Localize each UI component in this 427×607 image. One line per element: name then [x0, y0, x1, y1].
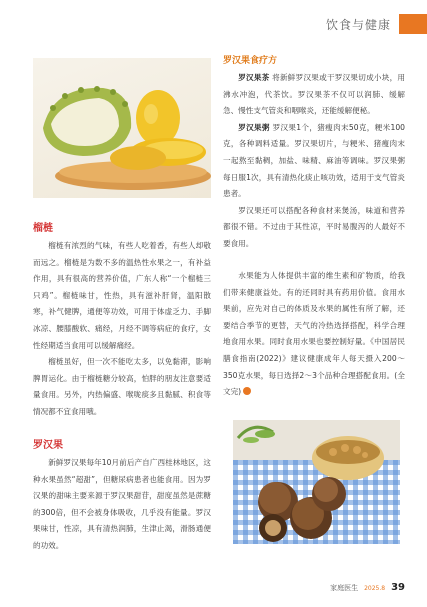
closing-paragraph: 水果能为人体提供丰富的维生素和矿物质，给我们带来健康益处。有的还同时具有药用价值。食用水果前，应先对自己的体质及水果的属性有所了解，还要结合季节的更替，天气的冷热选择搭配，科学合理地食用水果。同时食用水果也要控制好量。《中国居民膳食指南(2022)》建议健康成年人每天摄入200～350克水果，每日选择2～3个品种合理搭配食用。(全文完) — [223, 271, 405, 397]
luohan-paragraph-1: 新鲜罗汉果每年10月前后产自广西桂林地区，这种水果虽然“超甜”，但糖尿病患者也能食用。因为罗汉果的甜味主要来源于罗汉果甜苷，甜度虽然是蔗糖的300倍，但不会被身体吸收，几乎没有能量。罗汉果味甘，性凉，具有清热润肺，生津止渴，滑肠通便的功效。 — [33, 458, 211, 550]
durian-photo — [33, 58, 211, 198]
durian-illustration — [33, 58, 211, 198]
tea-recipe — [223, 70, 405, 120]
tea-name: 罗汉果茶 — [238, 73, 270, 82]
magazine-name: 家庭医生 — [330, 584, 359, 592]
recipes-heading: 罗汉果食疗方 — [223, 56, 278, 66]
porridge-recipe — [223, 120, 405, 203]
tea-text: 将新鲜罗汉果或干罗汉果切成小块，用沸水冲泡，代茶饮。罗汉果茶不仅可以润肺、缓解急、慢性支气管炎和咽喉炎，还能缓解便秘。 — [223, 73, 405, 116]
recipes-text — [223, 70, 405, 253]
section-title: 饮食与健康 — [325, 17, 391, 32]
luohan-heading: 罗汉果 — [33, 440, 63, 451]
durian-text — [33, 238, 211, 421]
page-number: 39 — [391, 582, 405, 593]
luohan-note: 罗汉果还可以搭配各种食材来煲汤，味道和营养都很不错。不过由于其性凉，平时易腹泻的人最好不要食用。 — [223, 205, 405, 248]
issue-date: 2025.8 — [364, 585, 386, 592]
durian-paragraph-2: 榴梿虽好，但一次不能吃太多，以免黏滞，影响脾胃运化。由于榴梿糖分较高，怕胖的朋友注意要适量食用。另外，内热偏盛、喉咙痰多且黏腻、积食等情况都不宜食用哦。 — [33, 357, 211, 416]
luohan-illustration — [233, 420, 400, 544]
section-header — [326, 13, 427, 35]
durian-paragraph-1: 榴梿有浓烈的气味，有些人吃着香，有些人却敬而远之。榴梿是为数不多的温热性水果之一，有补益作用，具有很高的营养价值，广东人称“一个榴梿三只鸡”。榴梿味甘，性热，具有滋补肝肾，温阳散寒，补气健脾，通便等功效，可用于体虚乏力、手脚冰凉、腰膝酸软、痛经，月经不调等病症的食疗，女性经期适当食用可以缓解痛经。 — [33, 241, 211, 350]
luohan-photo — [233, 420, 400, 544]
durian-heading: 榴梿 — [33, 223, 53, 234]
porridge-name: 罗汉果粥 — [238, 122, 270, 132]
page-footer — [330, 582, 405, 593]
closing-text — [223, 268, 405, 401]
porridge-text: 罗汉果1个，猪瘦肉末50克，粳米100克，各种调料适量。罗汉果切片，与粳米、猪瘦肉末一起熬至黏稠，加盐、味精、麻油等调味。罗汉果粥每日服1次，具有清热化痰止咳功效，适用于支气管炎患者。 — [223, 122, 405, 199]
luohan-text — [33, 455, 211, 555]
section-accent-bar — [399, 14, 427, 34]
end-mark-icon — [243, 387, 251, 395]
